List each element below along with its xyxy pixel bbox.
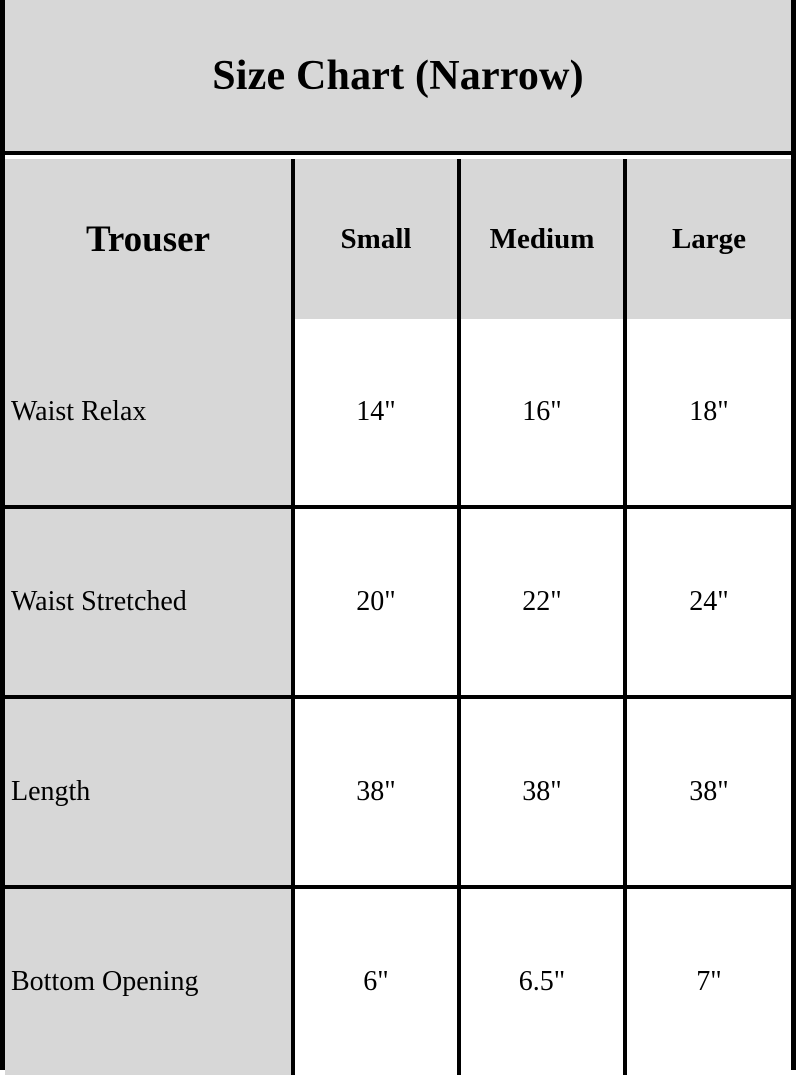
- chart-title-bar: [5, 0, 791, 155]
- row-value-large: 18": [625, 319, 791, 507]
- header-size-large: Large: [625, 159, 791, 319]
- row-value-small: 38": [293, 697, 459, 887]
- row-value-large: 38": [625, 697, 791, 887]
- header-corner-label: Trouser: [5, 159, 293, 319]
- row-label: Waist Stretched: [5, 507, 293, 697]
- row-value-large: 24": [625, 507, 791, 697]
- row-label: Bottom Opening: [5, 887, 293, 1075]
- header-size-small: Small: [293, 159, 459, 319]
- size-chart-table: [5, 159, 791, 1075]
- table-row: [5, 887, 791, 1075]
- row-value-small: 20": [293, 507, 459, 697]
- row-value-small: 6": [293, 887, 459, 1075]
- table-row: [5, 697, 791, 887]
- row-value-large: 7": [625, 887, 791, 1075]
- row-value-medium: 22": [459, 507, 625, 697]
- row-label: Waist Relax: [5, 319, 293, 507]
- header-size-medium: Medium: [459, 159, 625, 319]
- table-row: [5, 319, 791, 507]
- row-value-medium: 6.5": [459, 887, 625, 1075]
- row-label: Length: [5, 697, 293, 887]
- table-row: [5, 507, 791, 697]
- row-value-medium: 16": [459, 319, 625, 507]
- page-title: Size Chart (Narrow): [212, 52, 584, 99]
- row-value-small: 14": [293, 319, 459, 507]
- table-header-row: [5, 159, 791, 319]
- row-value-medium: 38": [459, 697, 625, 887]
